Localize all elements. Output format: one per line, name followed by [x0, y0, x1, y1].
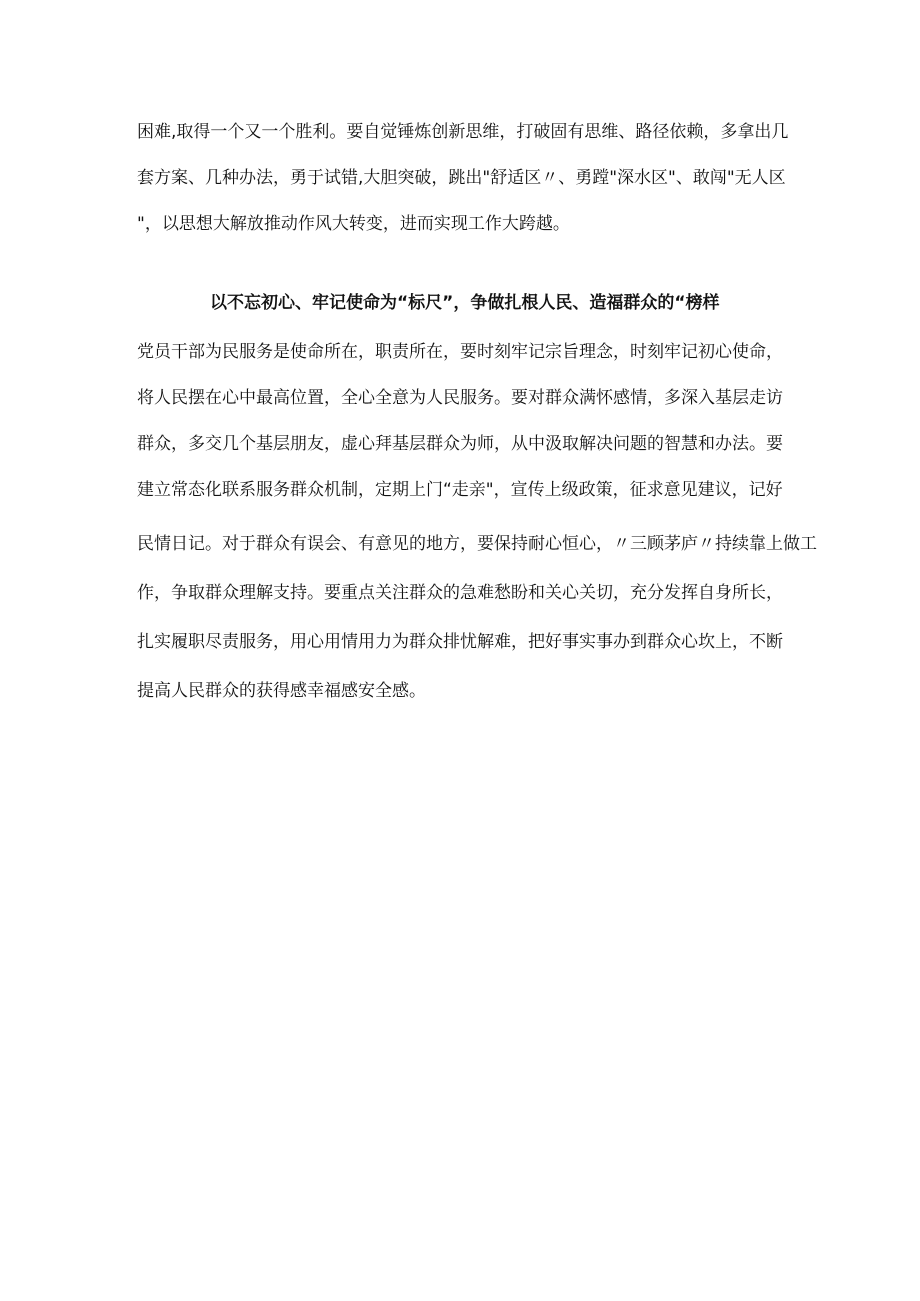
section-heading: 以不忘初心、牢记使命为“标尺”，争做扎根人民、造福群众的“榜样 [210, 293, 720, 313]
paragraph-2-line-6: 作，争取群众理解支持。要重点关注群众的急难愁盼和关心关切，充分发挥自身所长， [137, 583, 783, 603]
paragraph-2-line-4: 建立常态化联系服务群众机制，定期上门“走亲"，宣传上级政策，征求意见建议，记好 [137, 480, 783, 500]
paragraph-2-line-3: 群众，多交几个基层朋友，虚心拜基层群众为师，从中汲取解决问题的智慧和办法。要 [137, 434, 783, 454]
paragraph-2-line-2: 将人民摆在心中最高位置，全心全意为人民服务。要对群众满怀感情，多深入基层走访 [137, 388, 783, 408]
paragraph-2-line-1: 党员干部为民服务是使命所在，职责所在，要时刻牢记宗旨理念，时刻牢记初心使命， [137, 342, 783, 362]
paragraph-1-line-1: 困难,取得一个又一个胜利。要自觉锤炼创新思维，打破固有思维、路径依赖，多拿出几 [137, 122, 789, 142]
paragraph-1-line-2: 套方案、几种办法，勇于试错,大胆突破，跳出"舒适区〃、勇蹚"深水区"、敢闯"无人区 [137, 168, 786, 188]
paragraph-2-line-7: 扎实履职尽责服务，用心用情用力为群众排忧解难，把好事实事办到群众心坎上，不断 [137, 632, 783, 652]
paragraph-1-line-3: "，以思想大解放推动作风大转变，进而实现工作大跨越。 [137, 214, 570, 234]
paragraph-2-line-8: 提高人民群众的获得感幸福感安全感。 [137, 681, 426, 701]
paragraph-2-line-5: 民情日记。对于群众有误会、有意见的地方，要保持耐心恒心，〃三顾茅庐〃持续靠上做工 [137, 534, 817, 554]
